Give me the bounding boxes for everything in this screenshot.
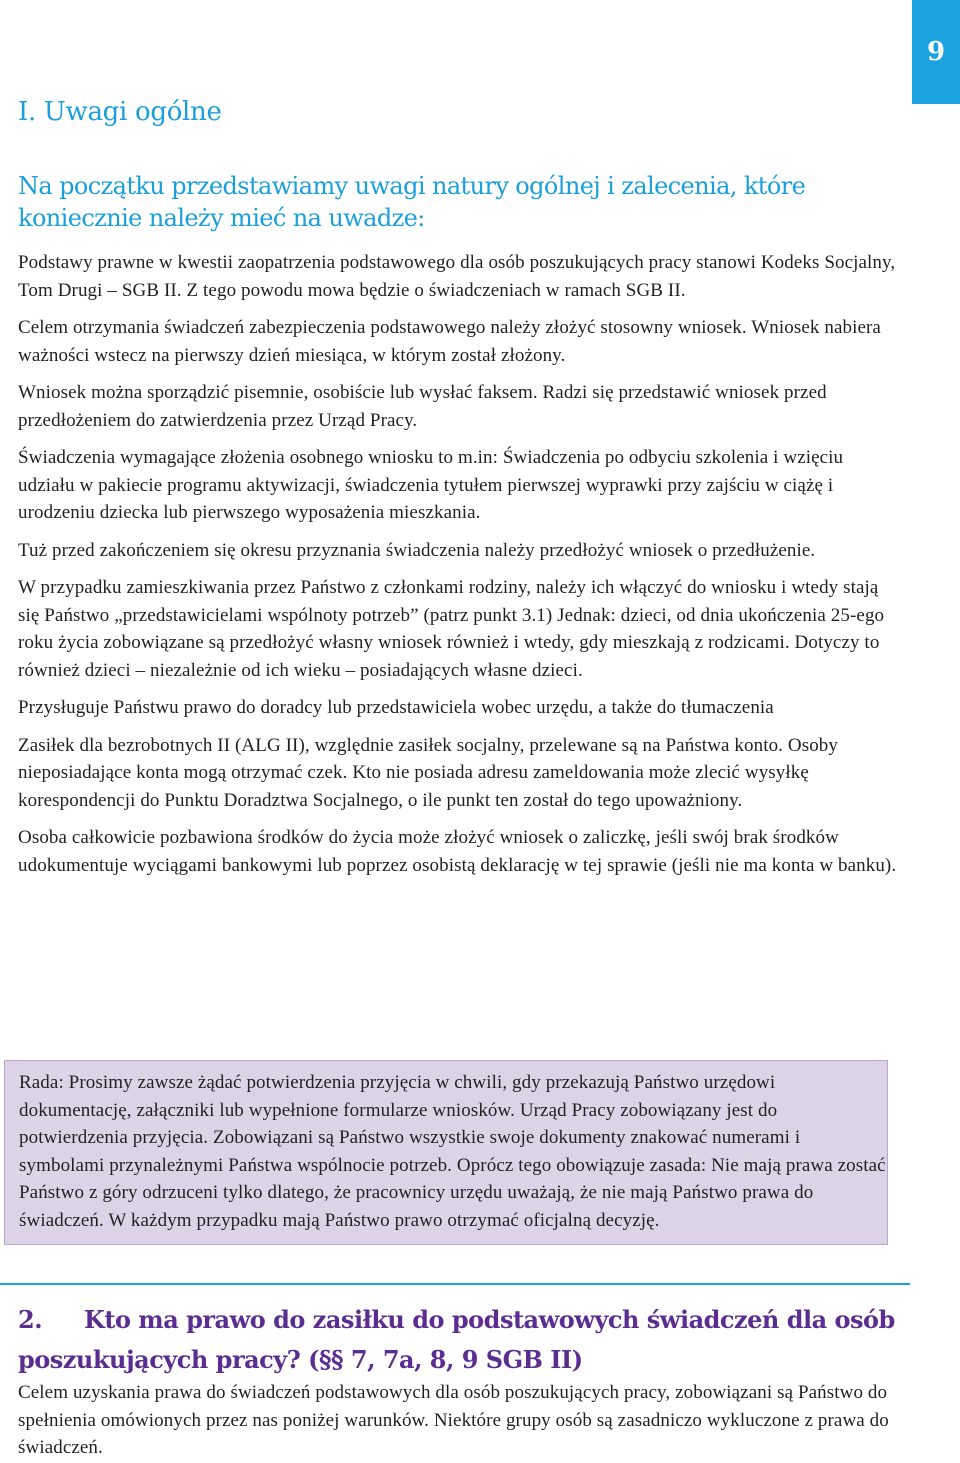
paragraph-payment: Zasiłek dla bezrobotnych II (ALG II), względnie zasiłek socjalny, przelewane są na Państwa konto. Osoby nieposiadające konta mogą otrzymać czek. Kto nie posiada adresu zameldowania może zlecić wysyłkę korespondencji do Punktu Doradztwa Socjalnego, o ile punkt ten został do tego upoważniony.	[18, 734, 838, 811]
advice-box	[4, 1060, 888, 1245]
paragraph-application-form: Wniosek można sporządzić pisemnie, osobiście lub wysłać faksem. Radzi się przedstawić wniosek przed przedłożeniem do zatwierdzenia przez Urząd Pracy.	[18, 382, 827, 431]
paragraph-advisor: Przysługuje Państwu prawo do doradcy lub przedstawiciela wobec urzędu, a także do tłumaczenia	[18, 697, 774, 718]
page-number: 9	[926, 37, 946, 67]
section-2-title: Kto ma prawo do zasiłku do podstawowych świadczeń dla osób poszukujących pracy? (§§ 7, 7a, 8, 9 SGB II)	[18, 1305, 895, 1374]
section-divider	[0, 1283, 910, 1285]
section-2-heading	[18, 1300, 918, 1380]
chapter-title: I. Uwagi ogólne	[18, 97, 222, 127]
section-2-body: Celem uzyskania prawa do świadczeń podstawowych dla osób poszukujących pracy, zobowiązani są Państwo do spełnienia omówionych przez nas poniżej warunków. Niektóre grupy osób są zasadniczo wykluczone z prawa do świadczeń.	[18, 1382, 889, 1458]
paragraph-legal-basis: Podstawy prawne w kwestii zaopatrzenia podstawowego dla osób poszukujących pracy stanowi Kodeks Socjalny, Tom Drugi – SGB II. Z tego powodu mowa będzie o świadczeniach w ramach SGB II.	[18, 252, 896, 301]
page-number-tab	[912, 0, 960, 104]
paragraph-separate-application: Świadczenia wymagające złożenia osobnego wniosku to m.in: Świadczenia po odbyciu szkolenia i wzięciu udziału w pakiecie programu aktywizacji, świadczenia tytułem pierwszej wyprawki przy zajściu w ciążę i urodzeniu dziecka lub pierwszego wyposażenia mieszkania.	[18, 447, 844, 523]
paragraph-family-members: W przypadku zamieszkiwania przez Państwo z członkami rodziny, należy ich włączyć do wniosku i wtedy stają się Państwo „przedstawicielami wspólnoty potrzeb” (patrz punkt 3.1) Jednak: dzieci, od dnia ukończenia 25-ego roku życia zobowiązane są przedłożyć własny wniosek również i wtedy, gdy mieszkają z rodzicami. Dotyczy to również dzieci – niezależnie od ich wieku – posiadających własne dzieci.	[18, 577, 885, 681]
general-remarks-body	[18, 249, 904, 889]
paragraph-advance: Osoba całkowicie pozbawiona środków do życia może złożyć wniosek o zaliczkę, jeśli swój brak środków udokumentuje wyciągami bankowymi lub poprzez osobistą deklarację w tej sprawie (jeśli nie ma konta w banku).	[18, 827, 897, 876]
intro-heading: Na początku przedstawiamy uwagi natury ogólnej i zalecenia, które koniecznie należy mieć na uwadze:	[18, 172, 806, 232]
advice-text: Rada: Prosimy zawsze żądać potwierdzenia przyjęcia w chwili, gdy przekazują Państwo urzędowi dokumentację, załączniki lub wypełnione formularze wniosków. Urząd Pracy zobowiązany jest do potwierdzenia przyjęcia. Zobowiązani są Państwo wszystkie swoje dokumenty znakować numerami i symbolami przynależnymi Państwa wspólnocie potrzeb. Oprócz tego obowiązuje zasada: Nie mają prawa zostać Państwo z góry odrzuceni tylko dlatego, że pracownicy urzędu uważają, że nie mają Państwo prawa do świadczeń. W każdym przypadku mają Państwo prawo otrzymać oficjalną decyzję.	[19, 1072, 886, 1231]
section-2-number: 2.	[18, 1305, 43, 1334]
paragraph-extension: Tuż przed zakończeniem się okresu przyznania świadczenia należy przedłożyć wniosek o przedłużenie.	[18, 539, 816, 561]
paragraph-application: Celem otrzymania świadczeń zabezpieczenia podstawowego należy złożyć stosowny wniosek. Wniosek nabiera ważności wstecz na pierwszy dzień miesiąca, w którym został złożony.	[18, 317, 881, 366]
